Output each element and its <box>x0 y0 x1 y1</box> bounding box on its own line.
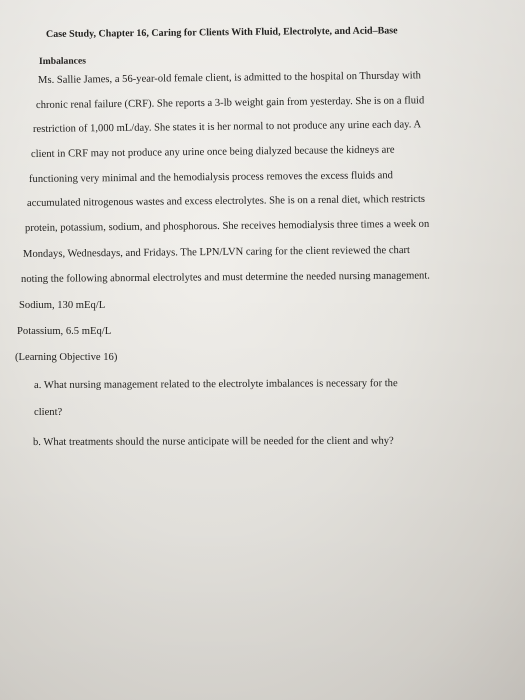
paragraph-line-9: noting the following abnormal electrolytes and must determine the needed nursing management. <box>20 270 430 285</box>
paragraph-line-7: protein, potassium, sodium, and phosphorous. She receives hemodialysis three times a week on <box>24 218 430 234</box>
question-a-line-1: a. What nursing management related to the electrolyte imbalances is necessary for the <box>33 378 398 391</box>
paragraph-line-5: functioning very minimal and the hemodialysis process removes the excess fluids and <box>28 170 393 185</box>
learning-objective: (Learning Objective 16) <box>15 352 118 363</box>
paragraph-line-2: chronic renal failure (CRF). She reports a 3-lb weight gain from yesterday. She is on a fluid <box>35 95 425 111</box>
question-b: b. What treatments should the nurse anticipate will be needed for the client and why? <box>32 435 394 448</box>
sodium-value: Sodium, 130 mEq/L <box>19 300 106 311</box>
paragraph-line-8: Mondays, Wednesdays, and Fridays. The LPN/LVN caring for the client reviewed the chart <box>22 244 411 260</box>
potassium-value: Potassium, 6.5 mEq/L <box>17 326 112 337</box>
case-study-title-line-2: Imbalances <box>38 55 86 67</box>
paragraph-line-6: accumulated nitrogenous wastes and excess electrolytes. She is on a renal diet, which restricts <box>26 193 426 209</box>
paragraph-line-1: Ms. Sallie James, a 56-year-old female client, is admitted to the hospital on Thursday with <box>37 70 421 86</box>
question-a-line-2: client? <box>34 407 63 418</box>
paragraph-line-3: restriction of 1,000 mL/day. She states it is her normal to not produce any urine each day. A <box>32 119 422 135</box>
paragraph-line-4: client in CRF may not produce any urine once being dialyzed because the kidneys are <box>30 144 395 160</box>
case-study-title-line-1: Case Study, Chapter 16, Caring for Clients With Fluid, Electrolyte, and Acid–Base <box>45 25 398 40</box>
